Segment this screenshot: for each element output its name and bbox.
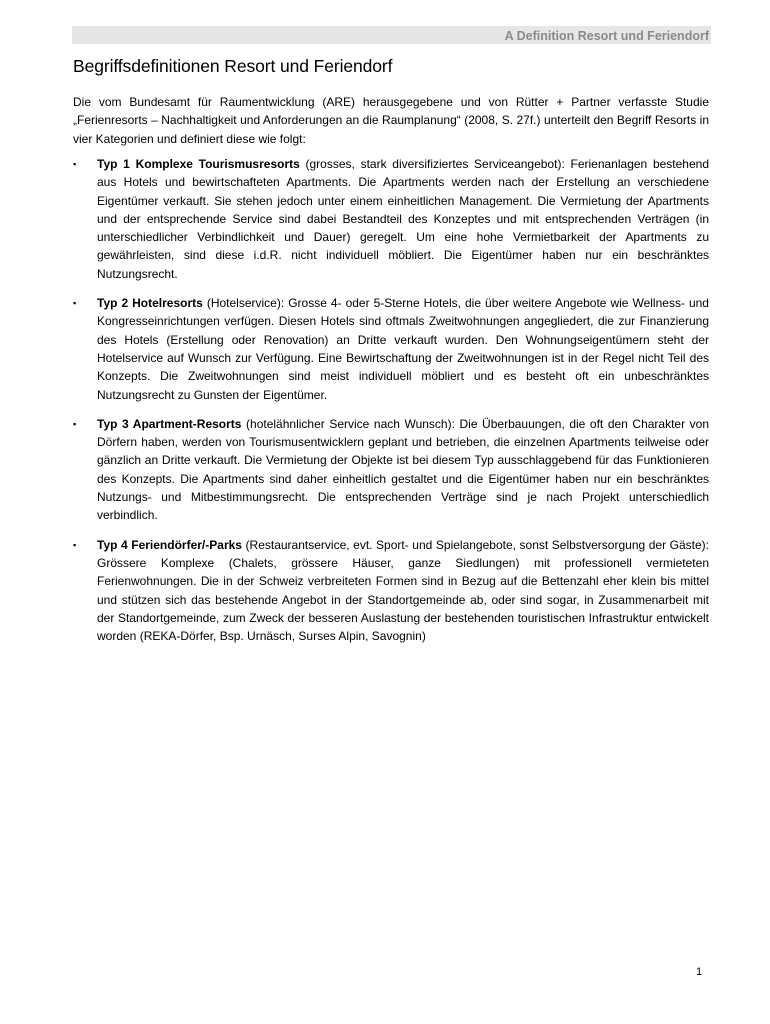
running-header <box>72 26 711 44</box>
type-description: (Restaurantservice, evt. Sport- und Spielangebote, sonst Selbstversorgung der Gäste): Grössere Komplexe (Chalets, grössere Häuser, ganze Siedlungen) mit professionell vermieteten Ferienwohnungen. Die in der Schweiz verbreiteten Formen sind in Bezug auf die Bettenzahl eher klein bis mittel und stützen sich das bestehende Angebot in der Standortgemeinde ab, oder sind sogar, in Zusammenarbeit mit der Standortgemeinde, zum Zweck der besseren Auslastung der bestehenden touristischen Infrastruktur entwickelt worden (REKA-Dörfer, Bsp. Urnäsch, Surses Alpin, Savognin) <box>97 537 709 644</box>
type-item-4 <box>73 536 709 646</box>
type-item-3 <box>73 415 709 525</box>
bullet-icon: ▪ <box>73 418 77 429</box>
type-name: Typ 2 Hotelresorts <box>97 296 203 311</box>
type-description: (hotelähnlicher Service nach Wunsch): Die Überbauungen, die oft den Charakter von Dörfern haben, werden von Tourismusentwicklern geplant und betrieben, die einzelnen Apartments teilweise oder gänzlich an Dritte verkauft. Die Vermietung der Objekte ist bei diesem Typ ausschlaggebend für das Funktionieren des Konzepts. Die Apartments sind daher einheitlich gestaltet und die Eigentümer haben nur ein beschränktes Nutzungs- und Mitbestimmungsrecht. Die entsprechenden Verträge sind je nach Projekt unterschiedlich verbindlich. <box>97 416 709 523</box>
page-title: Begriffsdefinitionen Resort und Feriendorf <box>73 56 393 76</box>
bullet-icon: ▪ <box>73 539 77 550</box>
bullet-icon: ▪ <box>73 159 77 169</box>
type-name: Typ 1 Komplexe Tourismusresorts <box>97 157 300 171</box>
page-number: 1 <box>696 966 703 978</box>
type-item-1 <box>73 155 709 283</box>
type-description: (grosses, stark diversifiziertes Serviceangebot): Ferienanlagen bestehend aus Hotels und bewirtschafteten Apartments. Die Apartments werden nach der Erstellung an verschiedene Eigentümer verkauft. Sie stehen jedoch unter einem einheitlichen Management. Die Vermietung der Apartments und der entsprechende Service sind dabei Bestandteil des Konzeptes und mit entsprechenden Verträgen (in unterschiedlicher Verbindlichkeit und Dauer) geregelt. Um eine hohe Vermietbarkeit der Apartments zu gewährleisten, sind diese i.d.R. nicht individuell möbliert. Die Eigentümer haben nur ein beschränktes Nutzungsrecht. <box>97 157 709 281</box>
type-name: Typ 4 Feriendörfer/-Parks <box>97 537 242 552</box>
type-list <box>73 155 709 656</box>
intro-paragraph: Die vom Bundesamt für Raumentwicklung (ARE) herausgegebene und von Rütter + Partner verfasste Studie „Ferienresorts – Nachhaltigkeit und Anforderungen an die Raumplanung“ (2008, S. 27f.) unterteilt den Begriff Resorts in vier Kategorien und definiert diese wie folgt: <box>73 95 709 146</box>
type-name: Typ 3 Apartment-Resorts <box>97 416 242 431</box>
type-item-2 <box>73 294 709 404</box>
type-description: (Hotelservice): Grosse 4- oder 5-Sterne Hotels, die über weitere Angebote wie Wellness- und Kongresseinrichtungen verfügen. Diesen Hotels sind oftmals Zweitwohnungen angegliedert, die zur Finanzierung des Hotels (Erstellung oder Renovation) an Dritte verkauft wurden. Den Wohnungseigentümern steht der Hotelservice auf Wunsch zur Verfügung. Eine Bewirtschaftung der Zweitwohnungen ist in der Regel nicht Teil des Konzepts. Die Zweitwohnungen sind meist individuell möbliert und es besteht oft ein unbeschränktes Nutzungsrecht zu Gunsten der Eigentümer. <box>97 296 709 402</box>
running-header-title: A Definition Resort und Feriendorf <box>504 29 709 43</box>
bullet-icon: ▪ <box>73 298 77 309</box>
